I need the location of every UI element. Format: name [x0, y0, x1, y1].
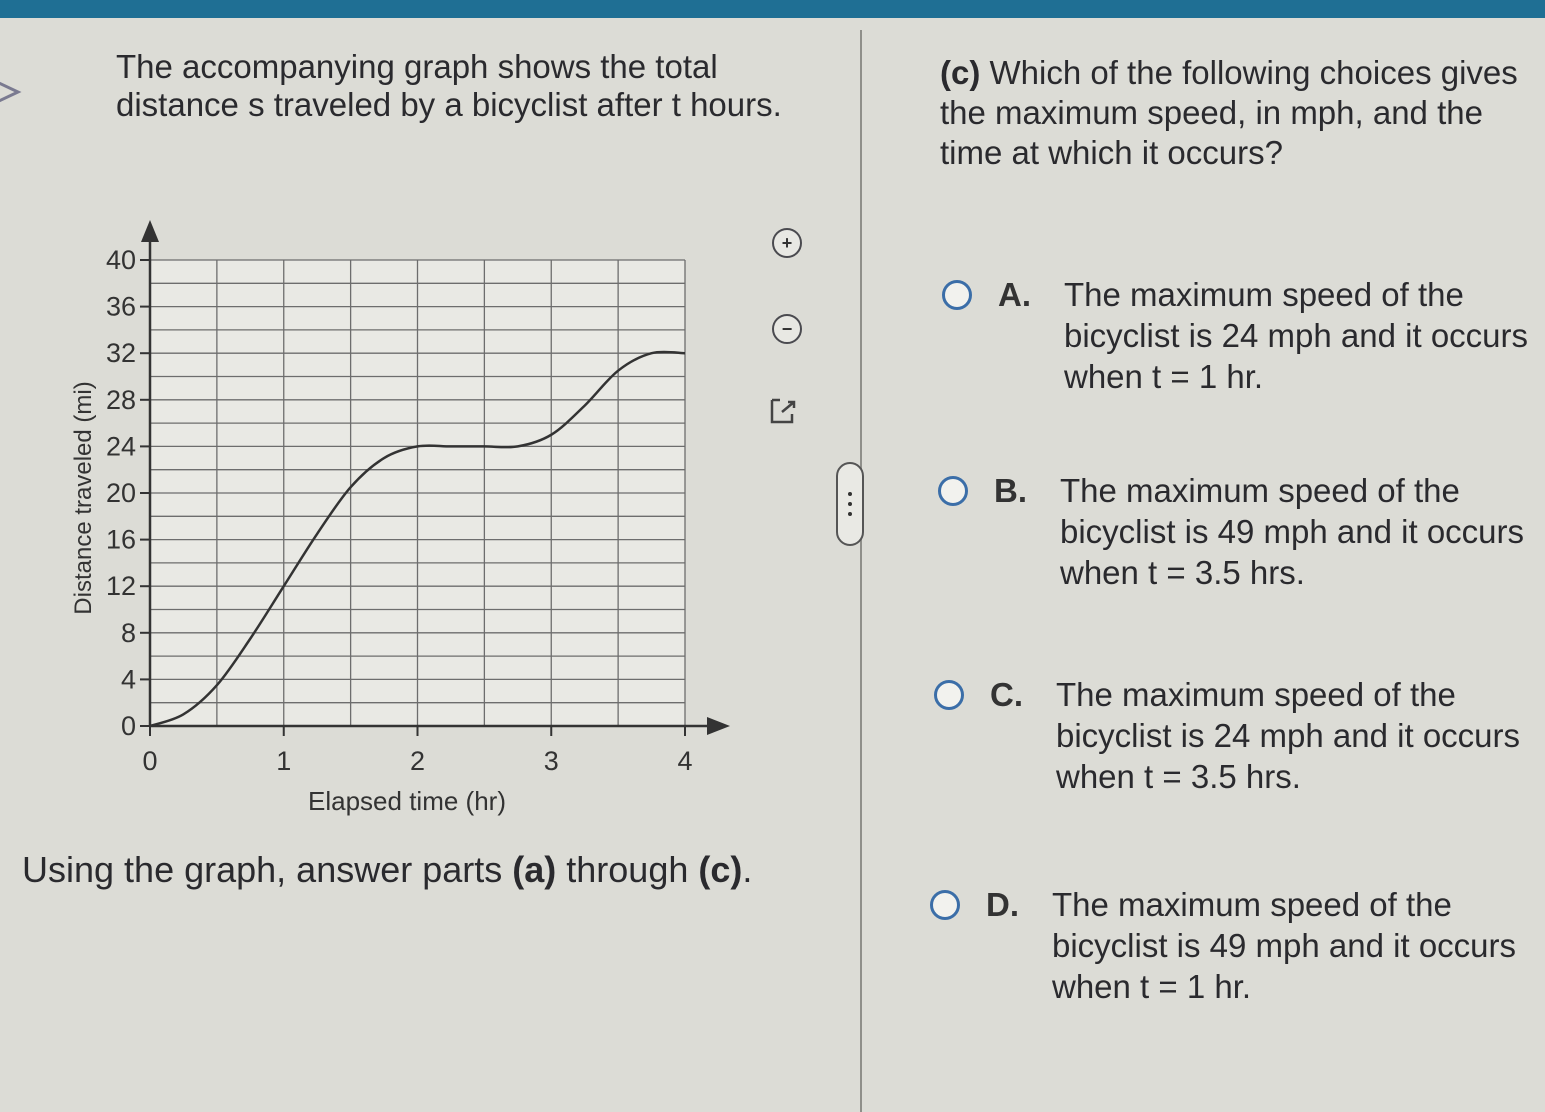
more-options-button[interactable]: [836, 462, 864, 546]
dot-icon: [848, 502, 852, 506]
graph-tools: [760, 218, 820, 448]
question-answer-pane: [862, 18, 1545, 1112]
x-tick-label: 1: [276, 746, 292, 776]
y-tick-label: 20: [105, 478, 136, 508]
instruction-part-c: (c): [698, 849, 743, 890]
choice-text: The maximum speed of the bicyclist is 24 mph and it occurs when t = 1 hr.: [1064, 276, 1529, 395]
zoom-in-button[interactable]: [772, 228, 802, 258]
x-tick-label: 0: [142, 746, 158, 776]
chart-grid: [150, 260, 685, 726]
y-tick-label: 12: [105, 571, 136, 602]
y-tick-label: 40: [105, 245, 136, 275]
instruction-prefix: Using the graph, answer parts: [22, 849, 513, 890]
instruction-mid: through: [556, 849, 699, 890]
y-tick-label: 32: [105, 338, 136, 369]
radio-b[interactable]: [938, 476, 968, 506]
expand-arrow-icon[interactable]: [0, 70, 24, 114]
distance-time-chart: [55, 198, 755, 828]
choice-letter: D.: [986, 886, 1019, 923]
question-stem-pane: [0, 18, 860, 1112]
question-text: [940, 53, 1520, 173]
instruction-part-a: (a): [512, 849, 557, 890]
popout-icon: [768, 396, 802, 426]
instruction-suffix: .: [742, 849, 753, 890]
x-tick-label: 4: [677, 746, 693, 776]
y-tick-label: 4: [120, 664, 136, 695]
popout-button[interactable]: [768, 396, 802, 426]
top-bar: [0, 0, 1545, 18]
radio-c[interactable]: [934, 680, 964, 710]
y-tick-label: 16: [105, 524, 136, 555]
choice-letter: C.: [990, 676, 1023, 713]
choice-text: The maximum speed of the bicyclist is 49 mph and it occurs when t = 3.5 hrs.: [1060, 472, 1525, 591]
x-tick-label: 2: [409, 746, 426, 776]
choice-letter: B.: [994, 472, 1027, 509]
zoom-out-icon: −: [781, 318, 793, 339]
question-label: (c): [940, 54, 981, 91]
x-tick-label: 3: [543, 746, 559, 776]
choice-text: The maximum speed of the bicyclist is 49 mph and it occurs when t = 1 hr.: [1052, 886, 1517, 1005]
instruction-text: [22, 848, 782, 892]
x-axis-arrow-icon: [707, 717, 730, 735]
dot-icon: [848, 492, 852, 496]
y-tick-label: 8: [120, 617, 136, 648]
y-tick-label: 0: [120, 711, 136, 741]
chart-svg: [55, 198, 755, 828]
intro-text: The accompanying graph shows the total distance s traveled by a bicyclist after t hours.: [116, 48, 782, 123]
dot-icon: [848, 512, 852, 516]
zoom-out-button[interactable]: [772, 314, 802, 344]
choice-text: The maximum speed of the bicyclist is 24 mph and it occurs when t = 3.5 hrs.: [1056, 676, 1521, 795]
choice-letter: A.: [998, 276, 1031, 313]
y-axis-label: Distance traveled (mi): [70, 381, 97, 615]
question-body: Which of the following choices gives the maximum speed, in mph, and the time at which it occurs?: [940, 54, 1518, 171]
y-axis-arrow-icon: [141, 220, 159, 242]
y-tick-label: 36: [105, 291, 136, 322]
x-axis-label: Elapsed time (hr): [308, 786, 506, 816]
zoom-in-icon: +: [781, 232, 793, 253]
radio-a[interactable]: [942, 280, 972, 310]
radio-d[interactable]: [930, 890, 960, 920]
y-tick-label: 28: [105, 384, 136, 415]
y-tick-label: 24: [105, 431, 136, 462]
